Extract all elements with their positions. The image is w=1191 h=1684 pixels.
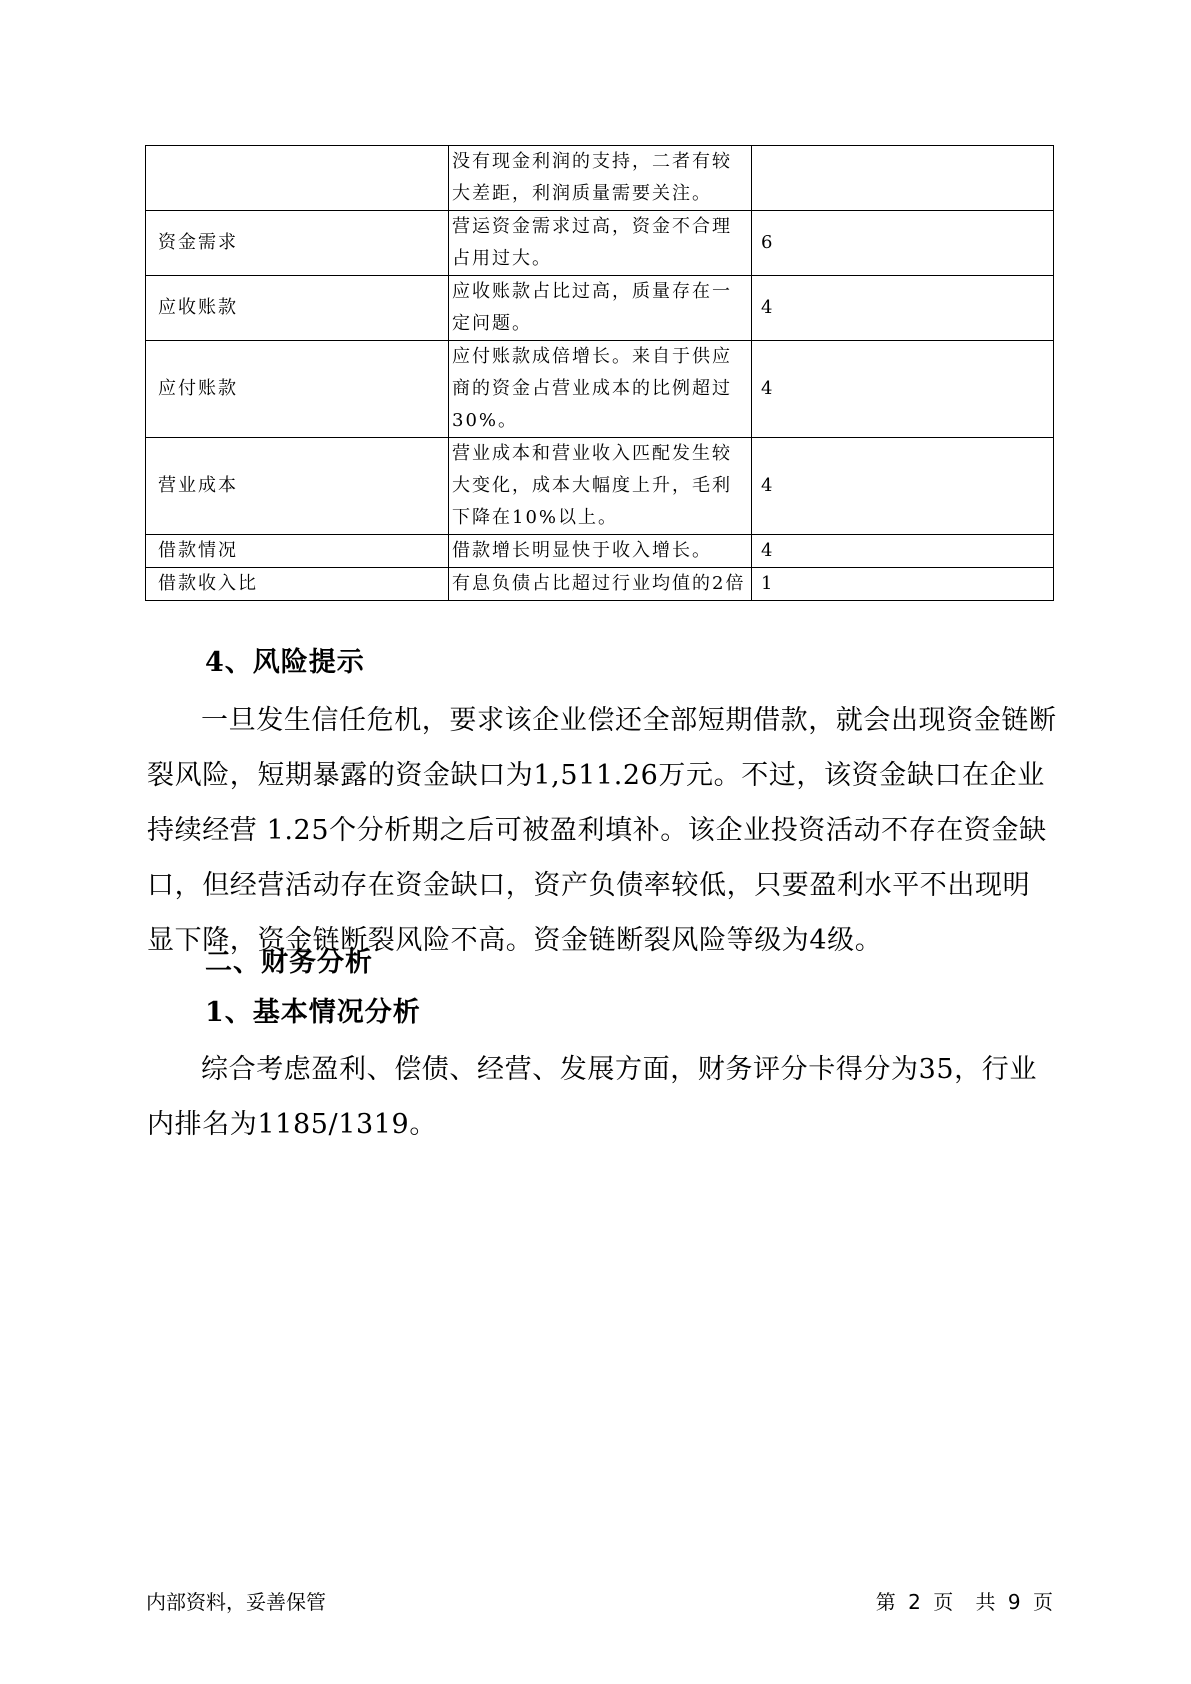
risk-indicator-table [145,145,1054,601]
table-cell-item: 营业成本 [146,438,449,535]
page-prefix: 第 [875,1590,896,1614]
table-row [146,535,1054,568]
page-total: 9 [1007,1590,1021,1614]
table-cell-desc: 营业成本和营业收入匹配发生较大变化，成本大幅度上升，毛利下降在10%以上。 [449,438,752,535]
table-cell-item: 应付账款 [146,341,449,438]
table-cell-desc: 应付账款成倍增长。来自于供应商的资金占营业成本的比例超过30%。 [449,341,752,438]
table-row [146,341,1054,438]
table-cell-item [146,146,449,211]
page-current: 2 [908,1590,921,1614]
risk-paragraph: 一旦发生信任危机，要求该企业偿还全部短期借款，就会出现资金链断裂风险，短期暴露的资金缺口为1,511.26万元。不过，该资金缺口在企业持续经营 1.25个分析期之后可被盈利填补。该企业投资活动不存在资金缺口，但经营活动存在资金缺口，资产负债率较低，只要盈利水平不出现明显下降，资金链断裂风险不高。资金链断裂风险等级为4级。 [147,705,1057,956]
page-mid: 页 [933,1590,954,1614]
table-row [146,438,1054,535]
table-cell-score: 4 [752,341,1054,438]
page-total-prefix: 共 [975,1590,996,1614]
table-cell-desc: 借款增长明显快于收入增长。 [449,535,752,568]
table-cell-item: 资金需求 [146,211,449,276]
table-cell-desc: 没有现金利润的支持，二者有较大差距，利润质量需要关注。 [449,146,752,211]
table-cell-score: 6 [752,211,1054,276]
table-cell-score: 4 [752,438,1054,535]
page-suffix: 页 [1033,1590,1053,1614]
footer-confidential-note: 内部资料，妥善保管 [146,1590,326,1614]
table-row [146,211,1054,276]
section-heading-finance: 二、财务分析 [205,947,373,978]
footer-page-number [876,1586,1053,1615]
table-row [146,276,1054,341]
table-cell-score: 4 [752,276,1054,341]
table-cell-score: 4 [752,535,1054,568]
table-cell-item: 借款收入比 [146,568,449,601]
table-cell-desc: 应收账款占比过高，质量存在一定问题。 [449,276,752,341]
table-cell-desc: 有息负债占比超过行业均值的2倍 [449,568,752,601]
table-row [146,568,1054,601]
table-cell-item: 借款情况 [146,535,449,568]
table-cell-score [752,146,1054,211]
subsection-heading-basic: 1、基本情况分析 [205,997,421,1028]
table-cell-score: 1 [752,568,1054,601]
table-cell-item: 应收账款 [146,276,449,341]
table-row [146,146,1054,211]
section-heading-risk: 4、风险提示 [205,647,365,678]
table-cell-desc: 营运资金需求过高，资金不合理占用过大。 [449,211,752,276]
finance-paragraph: 综合考虑盈利、偿债、经营、发展方面，财务评分卡得分为35，行业内排名为1185/1319。 [147,1054,1037,1140]
